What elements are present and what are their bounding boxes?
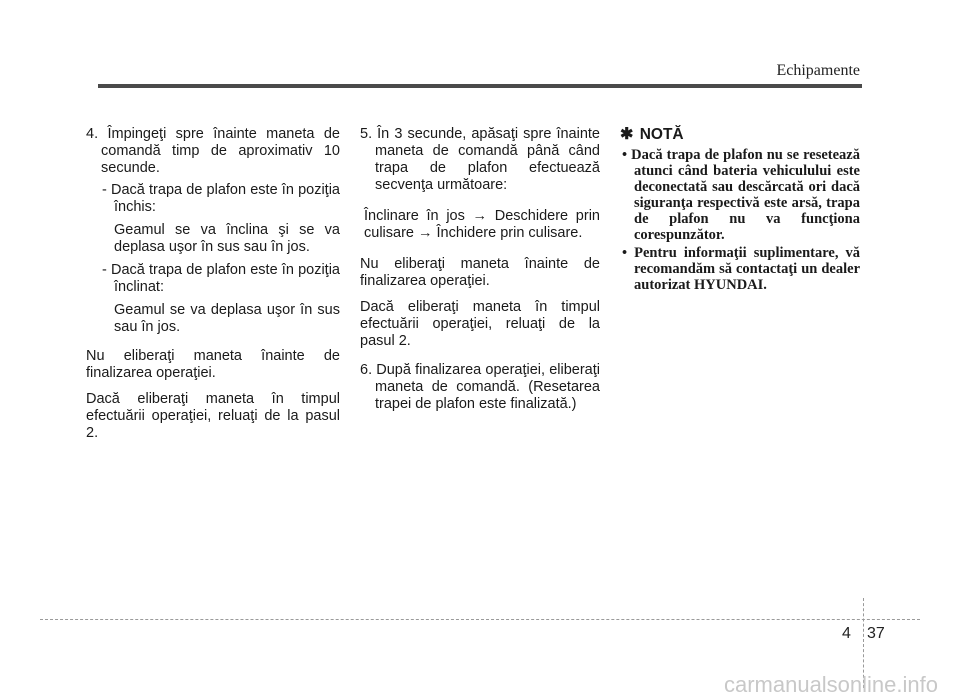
sequence: Înclinare în jos → Deschidere prin culisare → Închidere prin culisare.: [364, 208, 600, 241]
page-number: 37: [867, 625, 885, 642]
section-title: Echipamente: [776, 62, 860, 79]
warn-release-2: Nu eliberaţi maneta înainte de finalizarea operaţiei.: [360, 256, 600, 289]
case-tilted: - Dacă trapa de plafon este în poziţia înclinat:: [102, 262, 340, 295]
note-title: [620, 126, 860, 143]
step-6: 6. După finalizarea operaţiei, eliberaţi maneta de comandă. (Resetarea trapei de plafon este finalizată.): [360, 362, 600, 412]
watermark: carmanualsonline.info: [723, 672, 938, 697]
column-middle: [360, 126, 600, 418]
note-box: [620, 126, 860, 295]
chapter-number: 4: [842, 625, 851, 642]
note-item: • Dacă trapa de plafon nu se resetează atunci când bateria vehiculului este deconectată sau descărcată ori dacă siguranţa respectivă este arsă, trapa de plafon nu va funcţiona corespunzător.: [622, 147, 860, 243]
column-left: [86, 126, 340, 451]
footer-rule: [40, 619, 920, 620]
case-tilted-result: Geamul se va deplasa uşor în sus sau în jos.: [114, 302, 340, 335]
note-title-text: NOTĂ: [639, 126, 684, 143]
step-4: 4. Împingeţi spre înainte maneta de comandă timp de aproximativ 10 secunde.: [86, 126, 340, 176]
case-closed: - Dacă trapa de plafon este în poziţia închis:: [102, 182, 340, 215]
note-item: • Pentru informaţii suplimentare, vă recomandăm să contactaţi un dealer autorizat HYUNDAI.: [622, 245, 860, 293]
warn-repeat-2: Dacă eliberaţi maneta în timpul efectuării operaţiei, reluaţi de la pasul 2.: [360, 299, 600, 349]
header-rule: [98, 84, 862, 88]
step-5: 5. În 3 secunde, apăsaţi spre înainte maneta de comandă până când trapa de plafon efectuează secvenţa următoare:: [360, 126, 600, 193]
warn-release: Nu eliberaţi maneta înainte de finalizarea operaţiei.: [86, 348, 340, 381]
warn-repeat: Dacă eliberaţi maneta în timpul efectuării operaţiei, reluaţi de la pasul 2.: [86, 391, 340, 441]
case-closed-result: Geamul se va înclina şi se va deplasa uşor în sus sau în jos.: [114, 222, 340, 255]
asterisk-icon: ✱: [620, 126, 634, 143]
